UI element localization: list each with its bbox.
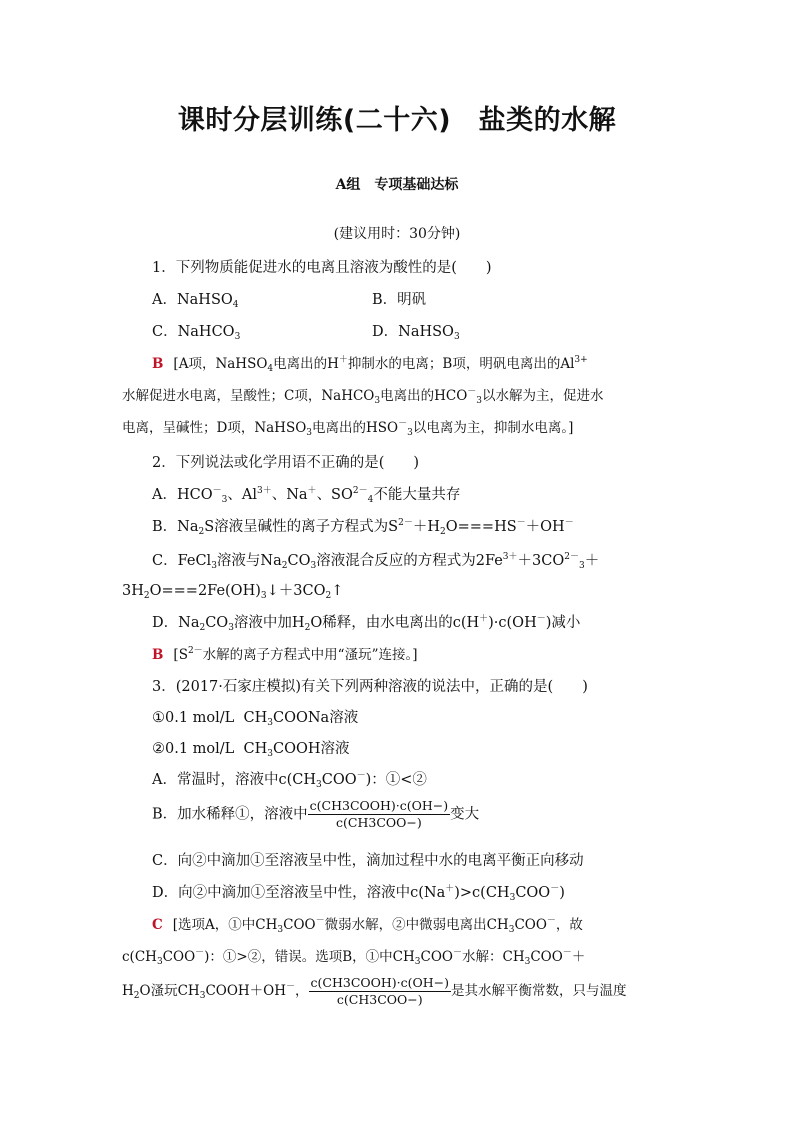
- q2-option-c-line2: $3H_2O===2Fe(OH)_3↓+3CO_2↑$: [122, 583, 344, 601]
- q1-explanation-line2: 水解促进水电离，呈酸性；C项，NaHCO$_3$电离出的$HCO^-_3$以水解为主，促进水: [122, 387, 604, 406]
- q3-option-d: D．向②中滴加①至溶液呈中性，溶液中$c(Na^+)>c(CH_3COO^-)$: [152, 884, 565, 903]
- q2-option-c-line1: C．FeCl$_3$溶液与$Na_2CO_3$溶液混合反应的方程式为$2Fe^{3+}+3CO^{2-}_3+$: [152, 552, 600, 571]
- q1-option-b: B．明矾: [372, 292, 427, 308]
- question-1-stem: 1．下列物质能促进水的电离且溶液为酸性的是( ): [152, 260, 492, 276]
- q3-explanation-line2: $c(CH_3COO^-)$：①>②，错误。选项B，①中$CH_3COO^-$水解：$CH_3COO^-+$: [122, 948, 586, 967]
- q2-answer: B: [152, 647, 164, 663]
- q1-answer: B: [152, 356, 164, 372]
- question-3-stem: 3．(2017·石家庄模拟)有关下列两种溶液的说法中，正确的是( ): [152, 679, 588, 695]
- q2-option-d: D．$Na_2CO_3$溶液中加$H_2O$稀释，由水电离出的c(H＋)·c(OH－)减小: [152, 614, 581, 633]
- q1-explanation-line1: B [A项，NaHSO$_4$电离出的H＋抑制水的电离；B项，明矾电离出的$Al^{3+}$: [152, 355, 588, 374]
- question-2-stem: 2．下列说法或化学用语不正确的是( ): [152, 455, 420, 471]
- q3-option-b-fraction: $\frac{\text{c(CH3COOH)·c(OH−)}}{\text{c(CH3COO−)}}$: [309, 798, 449, 830]
- q2-explanation: B [$S^{2-}$水解的离子方程式中用“溞玩”连接。]: [152, 646, 418, 663]
- page-title: 课时分层训练(二十六) 盐类的水解: [177, 105, 617, 136]
- q3-option-c: C．向②中滴加①至溶液呈中性，滴加过程中水的电离平衡正向移动: [152, 853, 584, 869]
- q1-option-d: D．NaHSO$_3$: [372, 324, 460, 342]
- q3-option-a: A．常温时，溶液中$c(CH_3COO^-)$：①<②: [152, 771, 427, 790]
- q1-option-a: A．NaHSO$_4$: [152, 292, 239, 310]
- q1-explanation-line3: 电离，呈碱性；D项，NaHSO$_3$电离出的$HSO^-_3$以电离为主，抑制水电离。]: [122, 419, 574, 438]
- q1-option-c: C．NaHCO$_3$: [152, 324, 241, 342]
- q3-explanation-line1: C [选项A，①中$CH_3COO^-$微弱水解，②中微弱电离出$CH_3COO^-$，故: [152, 916, 583, 935]
- q2-option-b: B．$Na_2S$溶液呈碱性的离子方程式为$S^{2-}+H_2O===HS^-+OH^-$: [152, 518, 574, 537]
- q3-explanation-fraction: $\frac{\text{c(CH3COOH)·c(OH−)}}{\text{c(CH3COO−)}}$: [310, 975, 450, 1007]
- q3-explanation-line3: $H_2O$溞玩$CH_3COOH+OH^-$， $\frac{\text{c(CH3COOH)·c(OH−)}}{\text{c(CH3COO−)}}$ 是其水解平衡常数，只与温度: [122, 975, 627, 1007]
- q2-option-a: A．$HCO^-_3$、$Al^{3+}$、Na＋、$SO^{2-}_4$不能大量共存: [152, 486, 461, 505]
- q3-answer: C: [152, 917, 163, 933]
- q3-item-2: ②0.1 mol/L $CH_3COOH$溶液: [152, 741, 350, 759]
- q3-option-b: B．加水稀释①，溶液中 $\frac{\text{c(CH3COOH)·c(OH−)}}{\text{c(CH3COO−)}}$ 变大: [152, 798, 480, 830]
- suggested-time: (建议用时：30分钟): [333, 226, 461, 242]
- q3-item-1: ①0.1 mol/L $CH_3COONa$溶液: [152, 710, 359, 728]
- section-heading: A组 专项基础达标: [335, 177, 459, 193]
